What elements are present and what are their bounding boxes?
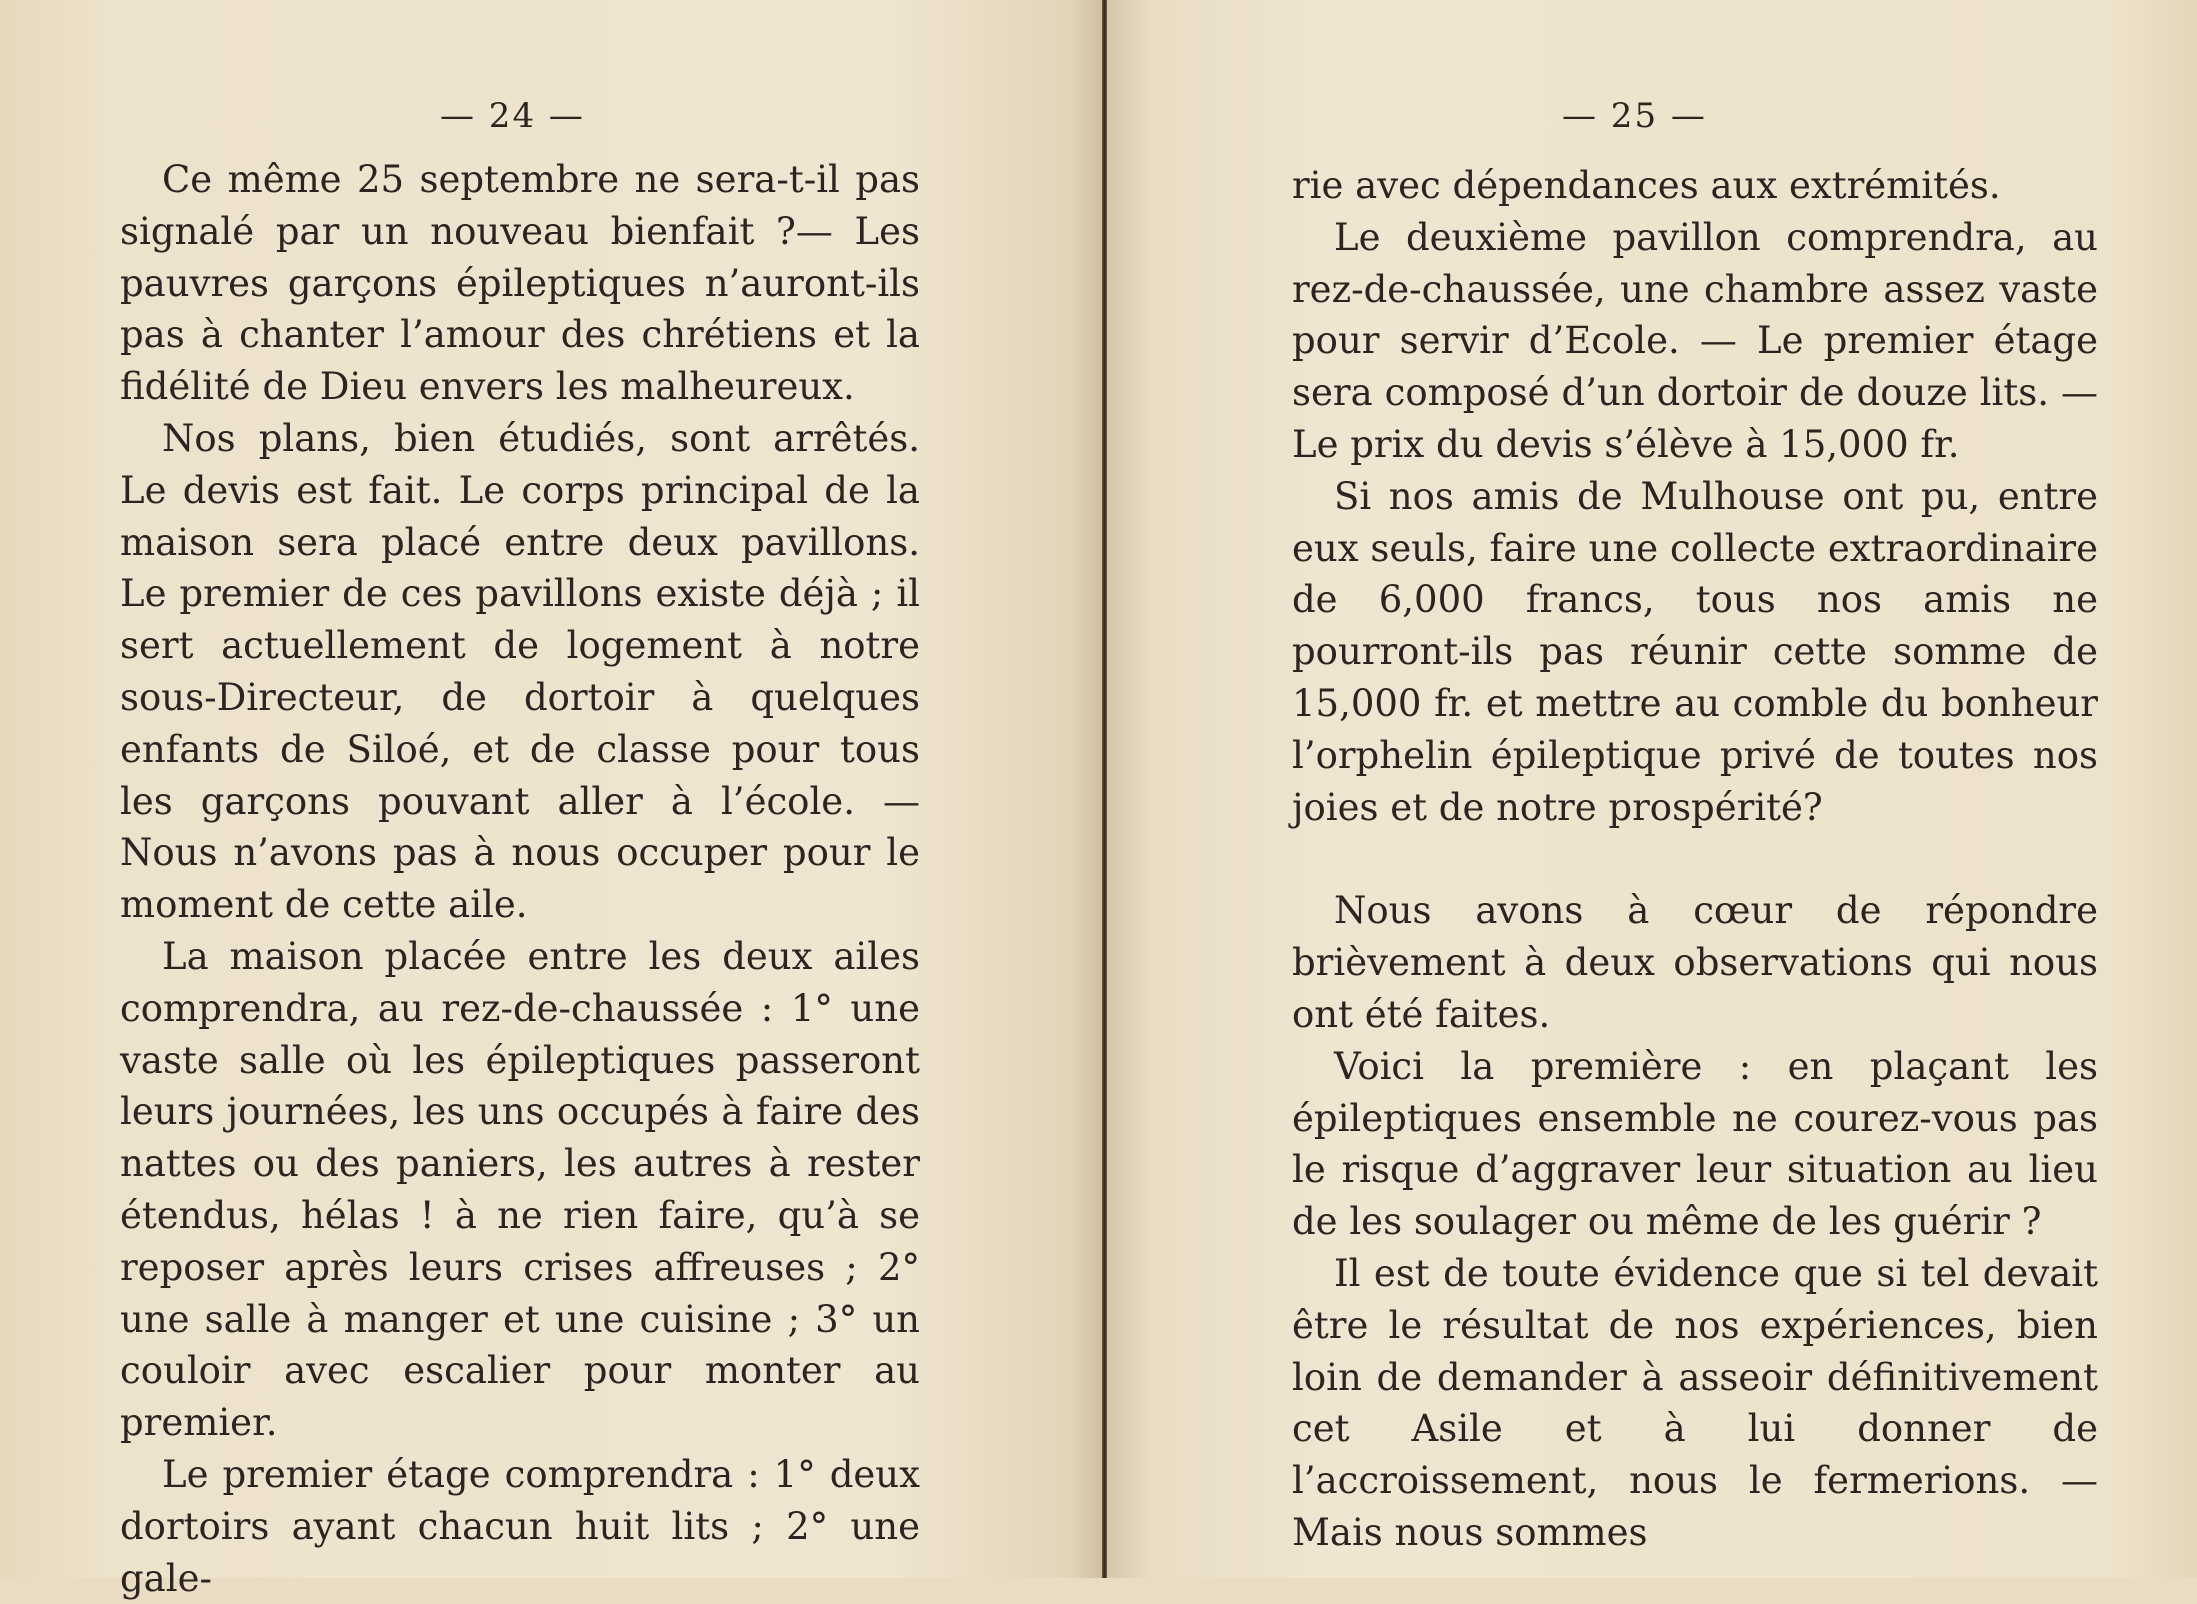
page-number-right: — 25 — [1562, 96, 1707, 136]
paragraph: La maison placée entre les deux ailes comprendra, au rez-de-chaussée : 1° une vaste salle où les épileptiques passeront leurs journées, les uns occupés à faire des nattes ou des paniers, les autres à rester étendus, hélas ! à ne rien faire, qu’à se reposer après leurs crises affreuses ; 2° une salle à manger et une cuisine ; 3° un couloir avec escalier pour monter au premier. [120, 934, 920, 1445]
paragraph: Nous avons à cœur de répondre brièvement à deux observations qui nous ont été faites. [1292, 889, 2098, 1036]
paragraph: Voici la première : en plaçant les épileptiques ensemble ne courez-vous pas le risque d’aggraver leur situation au lieu de les soulager ou même de les guérir ? [1292, 1044, 2098, 1244]
right-page [1107, 0, 2197, 1578]
paragraph: Nos plans, bien étudiés, sont arrêtés. Le devis est fait. Le corps principal de la maison sera placé entre deux pavillons. Le premier de ces pavillons existe déjà ; il sert actuellement de logement à notre sous-Directeur, de dortoir à quelques enfants de Siloé, et de classe pour tous les garçons pouvant aller à l’école. — Nous n’avons pas à nous occuper pour le moment de cette aile. [120, 416, 920, 927]
paragraph-continued: rie avec dépendances aux extrémités. [1292, 164, 2001, 207]
right-page-text [1292, 160, 2098, 1559]
paragraph: Le deuxième pavillon comprendra, au rez-de-chaussée, une chambre assez vaste pour servir d’Ecole. — Le premier étage sera composé d’un dortoir de douze lits. — Le prix du devis s’élève à 15,000 fr. [1292, 215, 2098, 466]
paragraph: Il est de toute évidence que si tel devait être le résultat de nos expériences, bien loin de demander à asseoir définitivement cet Asile et à lui donner de l’accroissement, nous le fermerions. — Mais nous sommes [1292, 1251, 2098, 1554]
section-gap [1292, 833, 2098, 885]
paragraph: Le premier étage comprendra : 1° deux dortoirs ayant chacun huit lits ; 2° une gale- [120, 1452, 920, 1600]
left-page-text [120, 154, 920, 1604]
page-number-left: — 24 — [440, 96, 585, 136]
paragraph: Ce même 25 septembre ne sera-t-il pas signalé par un nouveau bienfait ?— Les pauvres garçons épileptiques n’auront-ils pas à chanter l’amour des chrétiens et la fidélité de Dieu envers les malheureux. [120, 158, 920, 409]
paragraph: Si nos amis de Mulhouse ont pu, entre eux seuls, faire une collecte extraordinaire de 6,000 francs, tous nos amis ne pourront-ils pas réunir cette somme de 15,000 fr. et mettre au comble du bonheur l’orphelin épileptique privé de toutes nos joies et de notre prospérité? [1292, 474, 2098, 829]
